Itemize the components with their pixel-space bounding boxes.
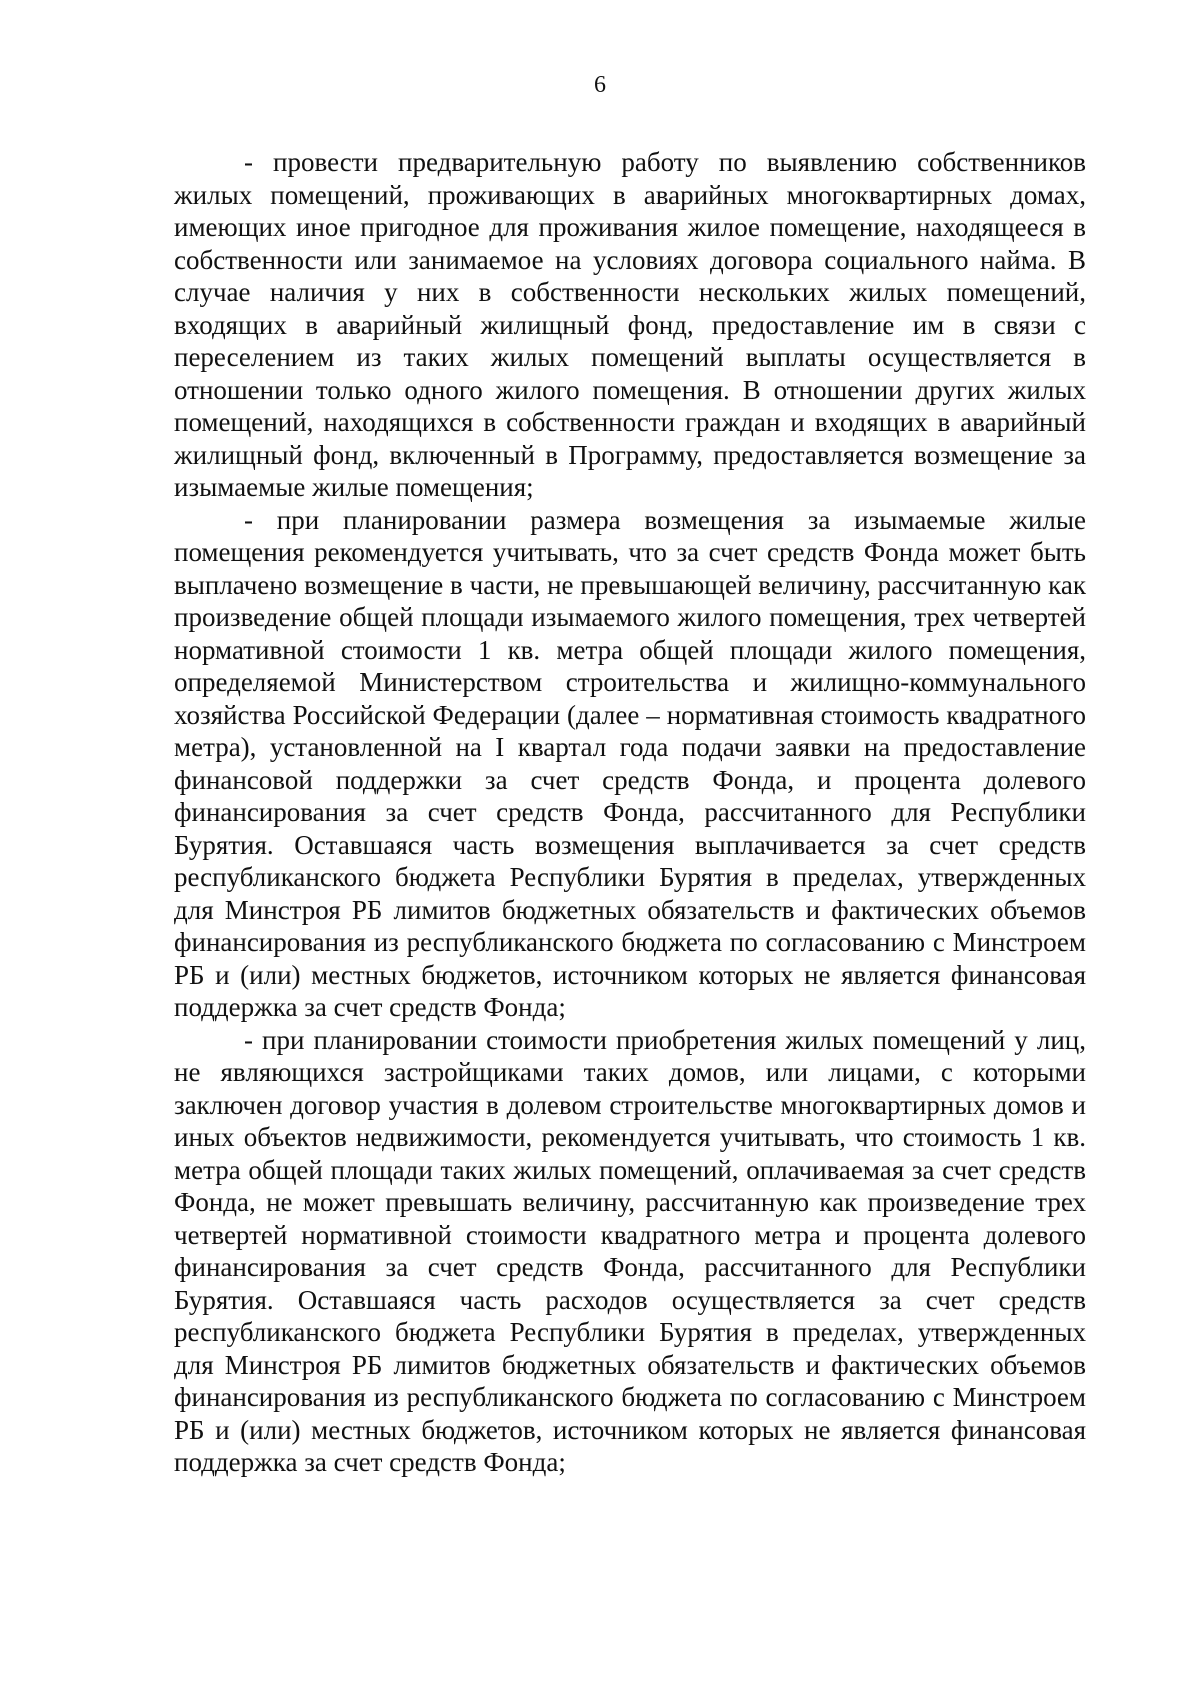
document-body bbox=[174, 146, 1086, 1479]
paragraph-3: - при планировании стоимости приобретения жилых помещений у лиц, не являющихся застройщиками таких домов, или лицами, с которыми заключен договор участия в долевом строительстве многоквартирных домов и иных объектов недвижимости, рекомендуется учитывать, что стоимость 1 кв. метра общей площади таких жилых помещений, оплачиваемая за счет средств Фонда, не может превышать величину, рассчитанную как произведение трех четвертей нормативной стоимости квадратного метра и процента долевого финансирования за счет средств Фонда, рассчитанного для Республики Бурятия. Оставшаяся часть расходов осуществляется за счет средств республиканского бюджета Республики Бурятия в пределах, утвержденных для Минстроя РБ лимитов бюджетных обязательств и фактических объемов финансирования из республиканского бюджета по согласованию с Минстроем РБ и (или) местных бюджетов, источником которых не является финансовая поддержка за счет средств Фонда; bbox=[174, 1024, 1086, 1477]
page-number: 6 bbox=[594, 72, 606, 98]
paragraph-1: - провести предварительную работу по выявлению собственников жилых помещений, проживающих в аварийных многоквартирных домах, имеющих иное пригодное для проживания жилое помещение, находящееся в собственности или занимаемое на условиях договора социального найма. В случае наличия у них в собственности нескольких жилых помещений, входящих в аварийный жилищный фонд, предоставление им в связи с переселением из таких жилых помещений выплаты осуществляется в отношении только одного жилого помещения. В отношении других жилых помещений, находящихся в собственности граждан и входящих в аварийный жилищный фонд, включенный в Программу, предоставляется возмещение за изымаемые жилые помещения; bbox=[174, 147, 1086, 502]
paragraph-2: - при планировании размера возмещения за изымаемые жилые помещения рекомендуется учитывать, что за счет средств Фонда может быть выплачено возмещение в части, не превышающей величину, рассчитанную как произведение общей площади изымаемого жилого помещения, трех четвертей нормативной стоимости 1 кв. метра общей площади жилого помещения, определяемой Министерством строительства и жилищно-коммунального хозяйства Российской Федерации (далее – нормативная стоимость квадратного метра), установленной на I квартал года подачи заявки на предоставление финансовой поддержки за счет средств Фонда, и процента долевого финансирования за счет средств Фонда, рассчитанного для Республики Бурятия. Оставшаяся часть возмещения выплачивается за счет средств республиканского бюджета Республики Бурятия в пределах, утвержденных для Минстроя РБ лимитов бюджетных обязательств и фактических объемов финансирования из республиканского бюджета по согласованию с Минстроем РБ и (или) местных бюджетов, источником которых не является финансовая поддержка за счет средств Фонда; bbox=[174, 504, 1086, 1022]
